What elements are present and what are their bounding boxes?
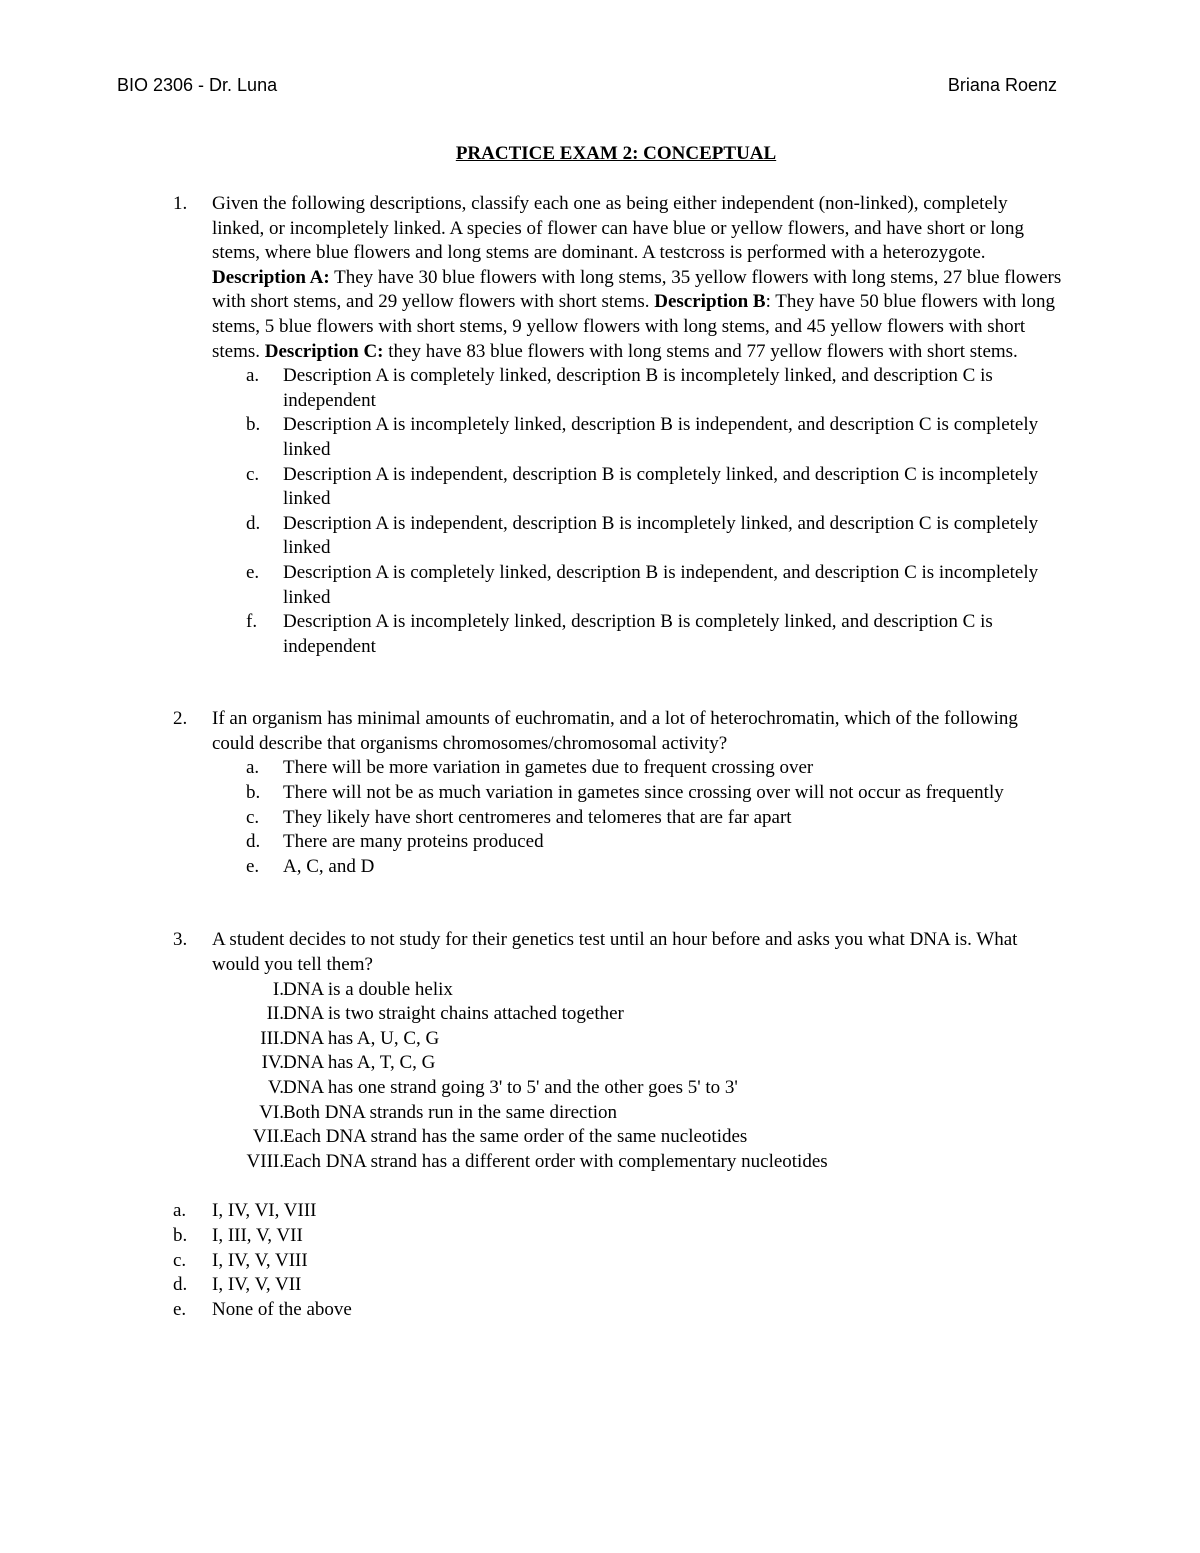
statement-ii [212,1002,1063,1027]
statement-text: Each DNA strand has the same order of the same nucleotides [283,1126,748,1148]
option-text: Description A is independent, description B is incompletely linked, and description C is completely linked [283,512,1039,559]
option-a [212,756,1063,781]
option-label: c. [246,463,260,485]
statement-label: III. [260,1027,284,1049]
option-text: Description A is independent, description B is completely linked, and description C is incompletely linked [283,463,1039,510]
option-label: d. [246,831,261,853]
option-label: a. [246,365,260,387]
option-text: Description A is completely linked, description B is incompletely linked, and description C is independent [283,365,993,411]
option-text: Description A is incompletely linked, description B is independent, and description C is completely linked [283,414,1039,460]
option-a [212,364,1063,413]
answer-a [173,1199,1063,1224]
answer-label: d. [173,1274,188,1296]
statement-label: VIII. [246,1150,284,1172]
option-d [212,512,1063,561]
header-course: BIO 2306 - Dr. Luna [117,75,278,95]
answer-label: b. [173,1224,188,1246]
exam-content [173,192,1063,1322]
description-c-label: Description C: [264,340,384,362]
statement-label: I. [272,978,284,1000]
statement-vii [212,1125,1063,1150]
option-text: There are many proteins produced [283,831,544,853]
statement-label: VII. [252,1126,284,1148]
question-intro: Given the following descriptions, classify each one as being either independent (non-linked), completely linked, or incompletely linked. A species of flower can have blue or yellow flowers, and have short or long stems, where blue flowers and long stems are dominant. A testcross is performed with a heterozygote. [212,193,1025,264]
option-c [212,463,1063,512]
statement-text: Both DNA strands run in the same direction [283,1101,618,1123]
question-2 [173,707,1063,879]
statement-text: Each DNA strand has a different order with complementary nucleotides [283,1150,828,1172]
description-a-text: They have 30 blue flowers with long stems, 35 yellow flowers with long stems, 27 blue flowers with short stems, and 29 yellow flowers with short stems. [212,266,1062,313]
option-text: Description A is completely linked, description B is independent, and description C is incompletely linked [283,561,1039,608]
option-label: b. [246,414,261,436]
option-label: b. [246,782,261,804]
statement-viii [212,1150,1063,1175]
description-a-label: Description A: [212,266,330,288]
statement-label: II. [266,1003,284,1025]
answer-c [173,1249,1063,1274]
answer-b [173,1224,1063,1249]
answer-options [212,756,1063,879]
option-text: Description A is incompletely linked, description B is completely linked, and description C is independent [283,611,993,657]
statement-vi [212,1101,1063,1126]
roman-statements [212,978,1063,1175]
question-3-answers [173,1199,1063,1322]
option-label: d. [246,512,261,534]
option-text: There will not be as much variation in gametes since crossing over will not occur as frequently [283,782,1004,804]
answer-e [173,1298,1063,1323]
answer-text: None of the above [212,1298,352,1320]
description-c-text: they have 83 blue flowers with long stems and 77 yellow flowers with short stems. [388,340,1018,362]
page-title: PRACTICE EXAM 2: CONCEPTUAL [455,143,777,164]
answer-text: I, IV, VI, VIII [212,1200,317,1222]
option-label: e. [246,561,260,583]
answer-label: c. [173,1249,187,1271]
answer-text: I, IV, V, VII [212,1274,302,1296]
question-text: If an organism has minimal amounts of euchromatin, and a lot of heterochromatin, which of the following could describe that organisms chromosomes/chromosomal activity? [212,708,1018,754]
option-f [212,610,1063,659]
header-author: Briana Roenz [947,75,1057,95]
answer-options [212,364,1063,659]
statement-label: VI. [259,1101,284,1123]
question-number: 1. [173,193,188,214]
option-b [212,413,1063,462]
statement-text: DNA is two straight chains attached together [283,1003,624,1025]
option-text: They likely have short centromeres and telomeres that are far apart [283,806,792,828]
option-b [212,781,1063,806]
question-text [212,192,1063,364]
question-text: A student decides to not study for their genetics test until an hour before and asks you what DNA is. What would you tell them? [212,929,1018,976]
question-number: 2. [173,708,188,730]
statement-text: DNA has A, T, C, G [283,1052,436,1074]
option-label: c. [246,806,260,828]
option-label: a. [246,757,260,779]
statement-iii [212,1027,1063,1052]
statement-label: IV. [261,1052,284,1074]
statement-iv [212,1051,1063,1076]
answer-label: a. [173,1200,187,1222]
option-label: e. [246,855,260,877]
question-1 [173,192,1063,659]
description-b-label: Description B [654,291,766,313]
statement-i [212,978,1063,1003]
answer-d [173,1273,1063,1298]
question-3 [173,928,1063,1174]
answer-label: e. [173,1298,187,1320]
option-e [212,561,1063,610]
statement-label: V. [267,1077,284,1098]
option-label: f. [246,611,258,633]
answer-text: I, III, V, VII [212,1224,303,1246]
statement-text: DNA has A, U, C, G [283,1027,440,1049]
option-text: There will be more variation in gametes due to frequent crossing over [283,757,814,779]
answer-text: I, IV, V, VIII [212,1249,308,1271]
option-e [212,855,1063,880]
statement-text: DNA has one strand going 3' to 5' and the other goes 5' to 3' [283,1077,738,1098]
option-d [212,830,1063,855]
option-c [212,806,1063,831]
description-b-text: : They have 50 blue flowers with long stems, 5 blue flowers with short stems, 9 yellow flowers with long stems, and 45 yellow flowers with short stems. [212,291,1055,362]
question-number: 3. [173,929,188,951]
option-text: A, C, and D [283,855,375,877]
statement-v [212,1076,1063,1101]
statement-text: DNA is a double helix [283,978,453,1000]
